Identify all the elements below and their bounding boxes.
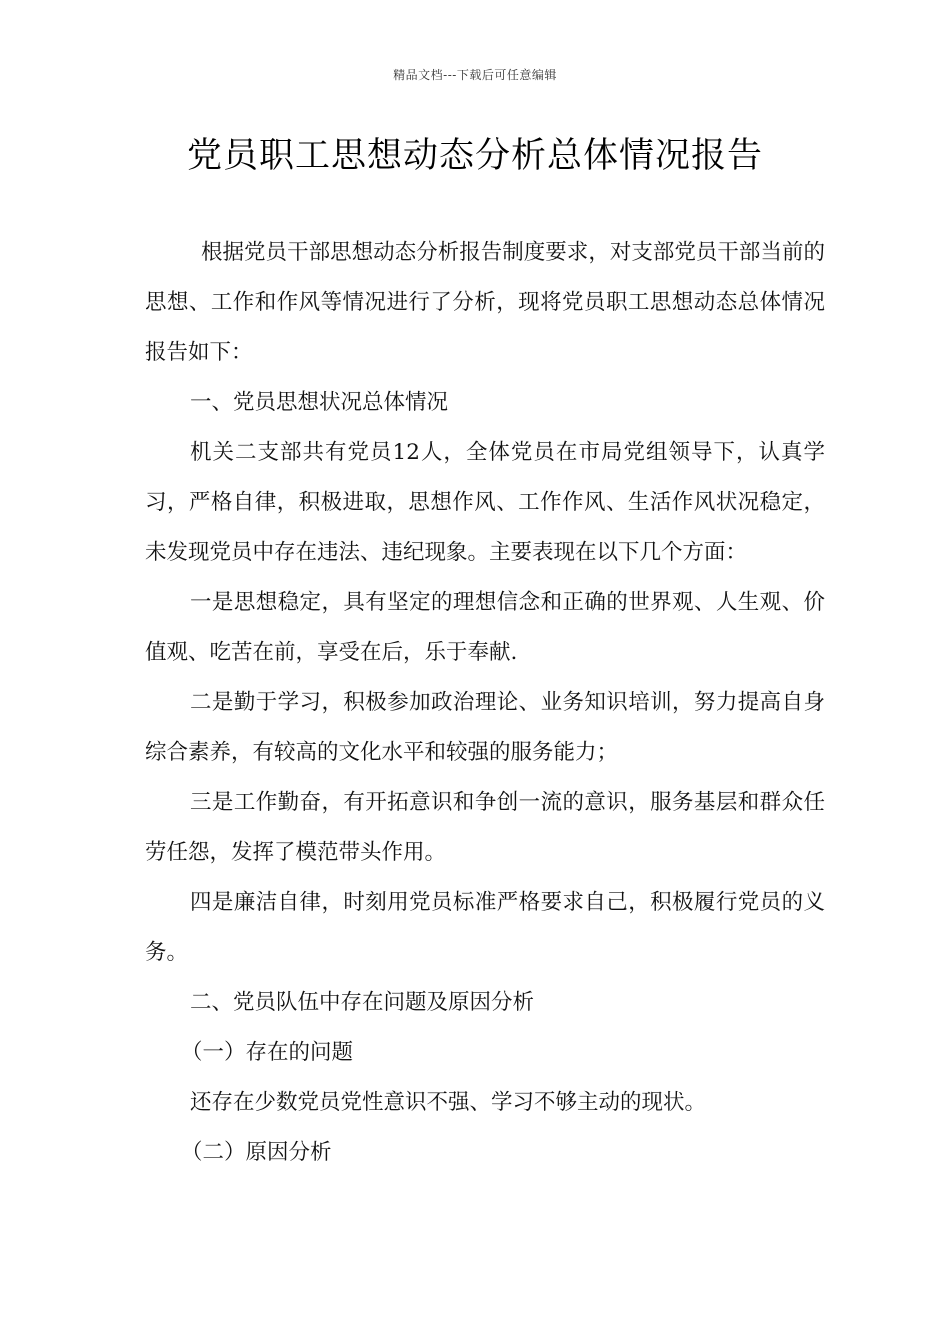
body-paragraph: 机关二支部共有党员12人，全体党员在市局党组领导下，认真学习，严格自律，积极进取，思想作风、工作作风、生活作风状况稳定，未发现党员中存在违法、违纪现象。主要表现在以下几个方面： <box>145 440 825 565</box>
page-header: 精品文档---下载后可任意编辑 <box>393 68 557 82</box>
subsection-heading-1: （一）存在的问题 <box>181 1040 354 1065</box>
body-paragraph: 四是廉洁自律，时刻用党员标准严格要求自己，积极履行党员的义务。 <box>145 890 825 965</box>
section-heading-1: 一、党员思想状况总体情况 <box>190 390 449 415</box>
body-paragraph: 三是工作勤奋，有开拓意识和争创一流的意识，服务基层和群众任劳任怨，发挥了模范带头作用。 <box>145 790 825 865</box>
document-body <box>145 228 825 1178</box>
section-heading-2: 二、党员队伍中存在问题及原因分析 <box>190 990 535 1015</box>
body-paragraph: 还存在少数党员党性意识不强、学习不够主动的现状。 <box>190 1090 707 1115</box>
body-paragraph: 二是勤于学习，积极参加政治理论、业务知识培训，努力提高自身综合素养，有较高的文化水平和较强的服务能力； <box>145 690 825 765</box>
document-title: 党员职工思想动态分析总体情况报告 <box>186 136 763 176</box>
intro-paragraph: 根据党员干部思想动态分析报告制度要求，对支部党员干部当前的思想、工作和作风等情况进行了分析，现将党员职工思想动态总体情况报告如下： <box>145 240 825 365</box>
subsection-heading-2: （二）原因分析 <box>181 1140 332 1165</box>
body-paragraph: 一是思想稳定，具有坚定的理想信念和正确的世界观、人生观、价值观、吃苦在前，享受在后，乐于奉献. <box>145 590 825 665</box>
